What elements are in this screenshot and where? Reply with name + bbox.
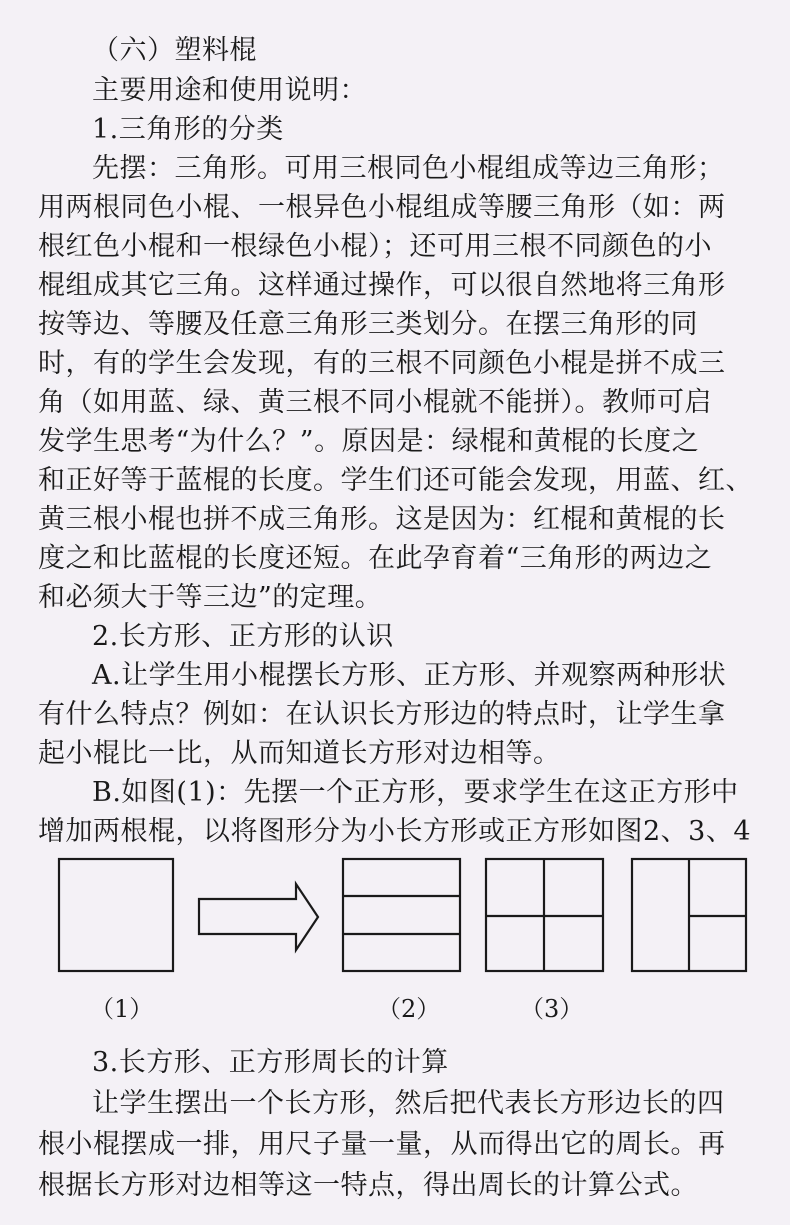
paragraph-line: 发学生思考“为什么？”。原因是：绿棍和黄棍的长度之 (38, 426, 700, 457)
subsection-title-3: 3.长方形、正方形周长的计算 (92, 1047, 449, 1078)
paragraph-line: 增加两根棍，以将图形分为小长方形或正方形如图2、3、4 (38, 816, 752, 847)
paragraph-line: 棍组成其它三角。这样通过操作，可以很自然地将三角形 (38, 270, 726, 301)
paragraph-line: B.如图(1)：先摆一个正方形，要求学生在这正方形中 (92, 777, 739, 808)
paragraph-line: 根红色小棍和一根绿色小棍）；还可用三根不同颜色的小 (38, 231, 712, 262)
figure-label-1: （1） (90, 995, 154, 1023)
paragraph-line: 按等边、等腰及任意三角形三类划分。在摆三角形的同 (38, 309, 698, 340)
bleed-through-mark (300, 30, 324, 65)
paragraph-line: 起小棍比一比，从而知道长方形对边相等。 (38, 738, 561, 769)
figure-row (0, 850, 790, 1050)
paragraph-line: 有什么特点？例如：在认识长方形边的特点时，让学生拿 (38, 699, 726, 730)
paragraph-line: 黄三根小棍也拼不成三角形。这是因为：红棍和黄棍的长 (38, 504, 726, 535)
paragraph-line: 根据长方形对边相等这一特点，得出周长的计算公式。 (38, 1170, 698, 1201)
figure-label-2: （2） (377, 995, 441, 1023)
subheading-usage: 主要用途和使用说明： (92, 75, 367, 106)
arrow-shape (199, 884, 318, 950)
paragraph-line: 让学生摆出一个长方形，然后把代表长方形边长的四 (92, 1088, 725, 1119)
paragraph-line: 根小棍摆成一排，用尺子量一量，从而得出它的周长。再 (38, 1129, 726, 1160)
subsection-title-1: 1.三角形的分类 (92, 114, 284, 145)
paragraph-line: 和正好等于蓝棍的长度。学生们还可能会发现，用蓝、红、 (38, 465, 753, 496)
figure-1-square (59, 859, 173, 971)
figure-2-square (343, 859, 460, 971)
subsection-title-2: 2.长方形、正方形的认识 (92, 621, 394, 652)
section-heading: （六）塑料棍 (92, 35, 257, 66)
paragraph-line: 用两根同色小棍、一根异色小棍组成等腰三角形（如：两 (38, 192, 726, 223)
paragraph-line: A.让学生用小棍摆长方形、正方形、并观察两种形状 (92, 660, 727, 691)
paragraph-line: 和必须大于等三边”的定理。 (38, 582, 383, 613)
paragraph-line: 角（如用蓝、绿、黄三根不同小棍就不能拼）。教师可启 (38, 387, 712, 418)
figure-label-3: （3） (520, 995, 584, 1023)
paragraph-line: 度之和比蓝棍的长度还短。在此孕育着“三角形的两边之 (38, 543, 713, 574)
paragraph-line: 先摆：三角形。可用三根同色小棍组成等边三角形； (92, 153, 725, 184)
paragraph-line: 时，有的学生会发现，有的三根不同颜色小棍是拼不成三 (38, 348, 726, 379)
